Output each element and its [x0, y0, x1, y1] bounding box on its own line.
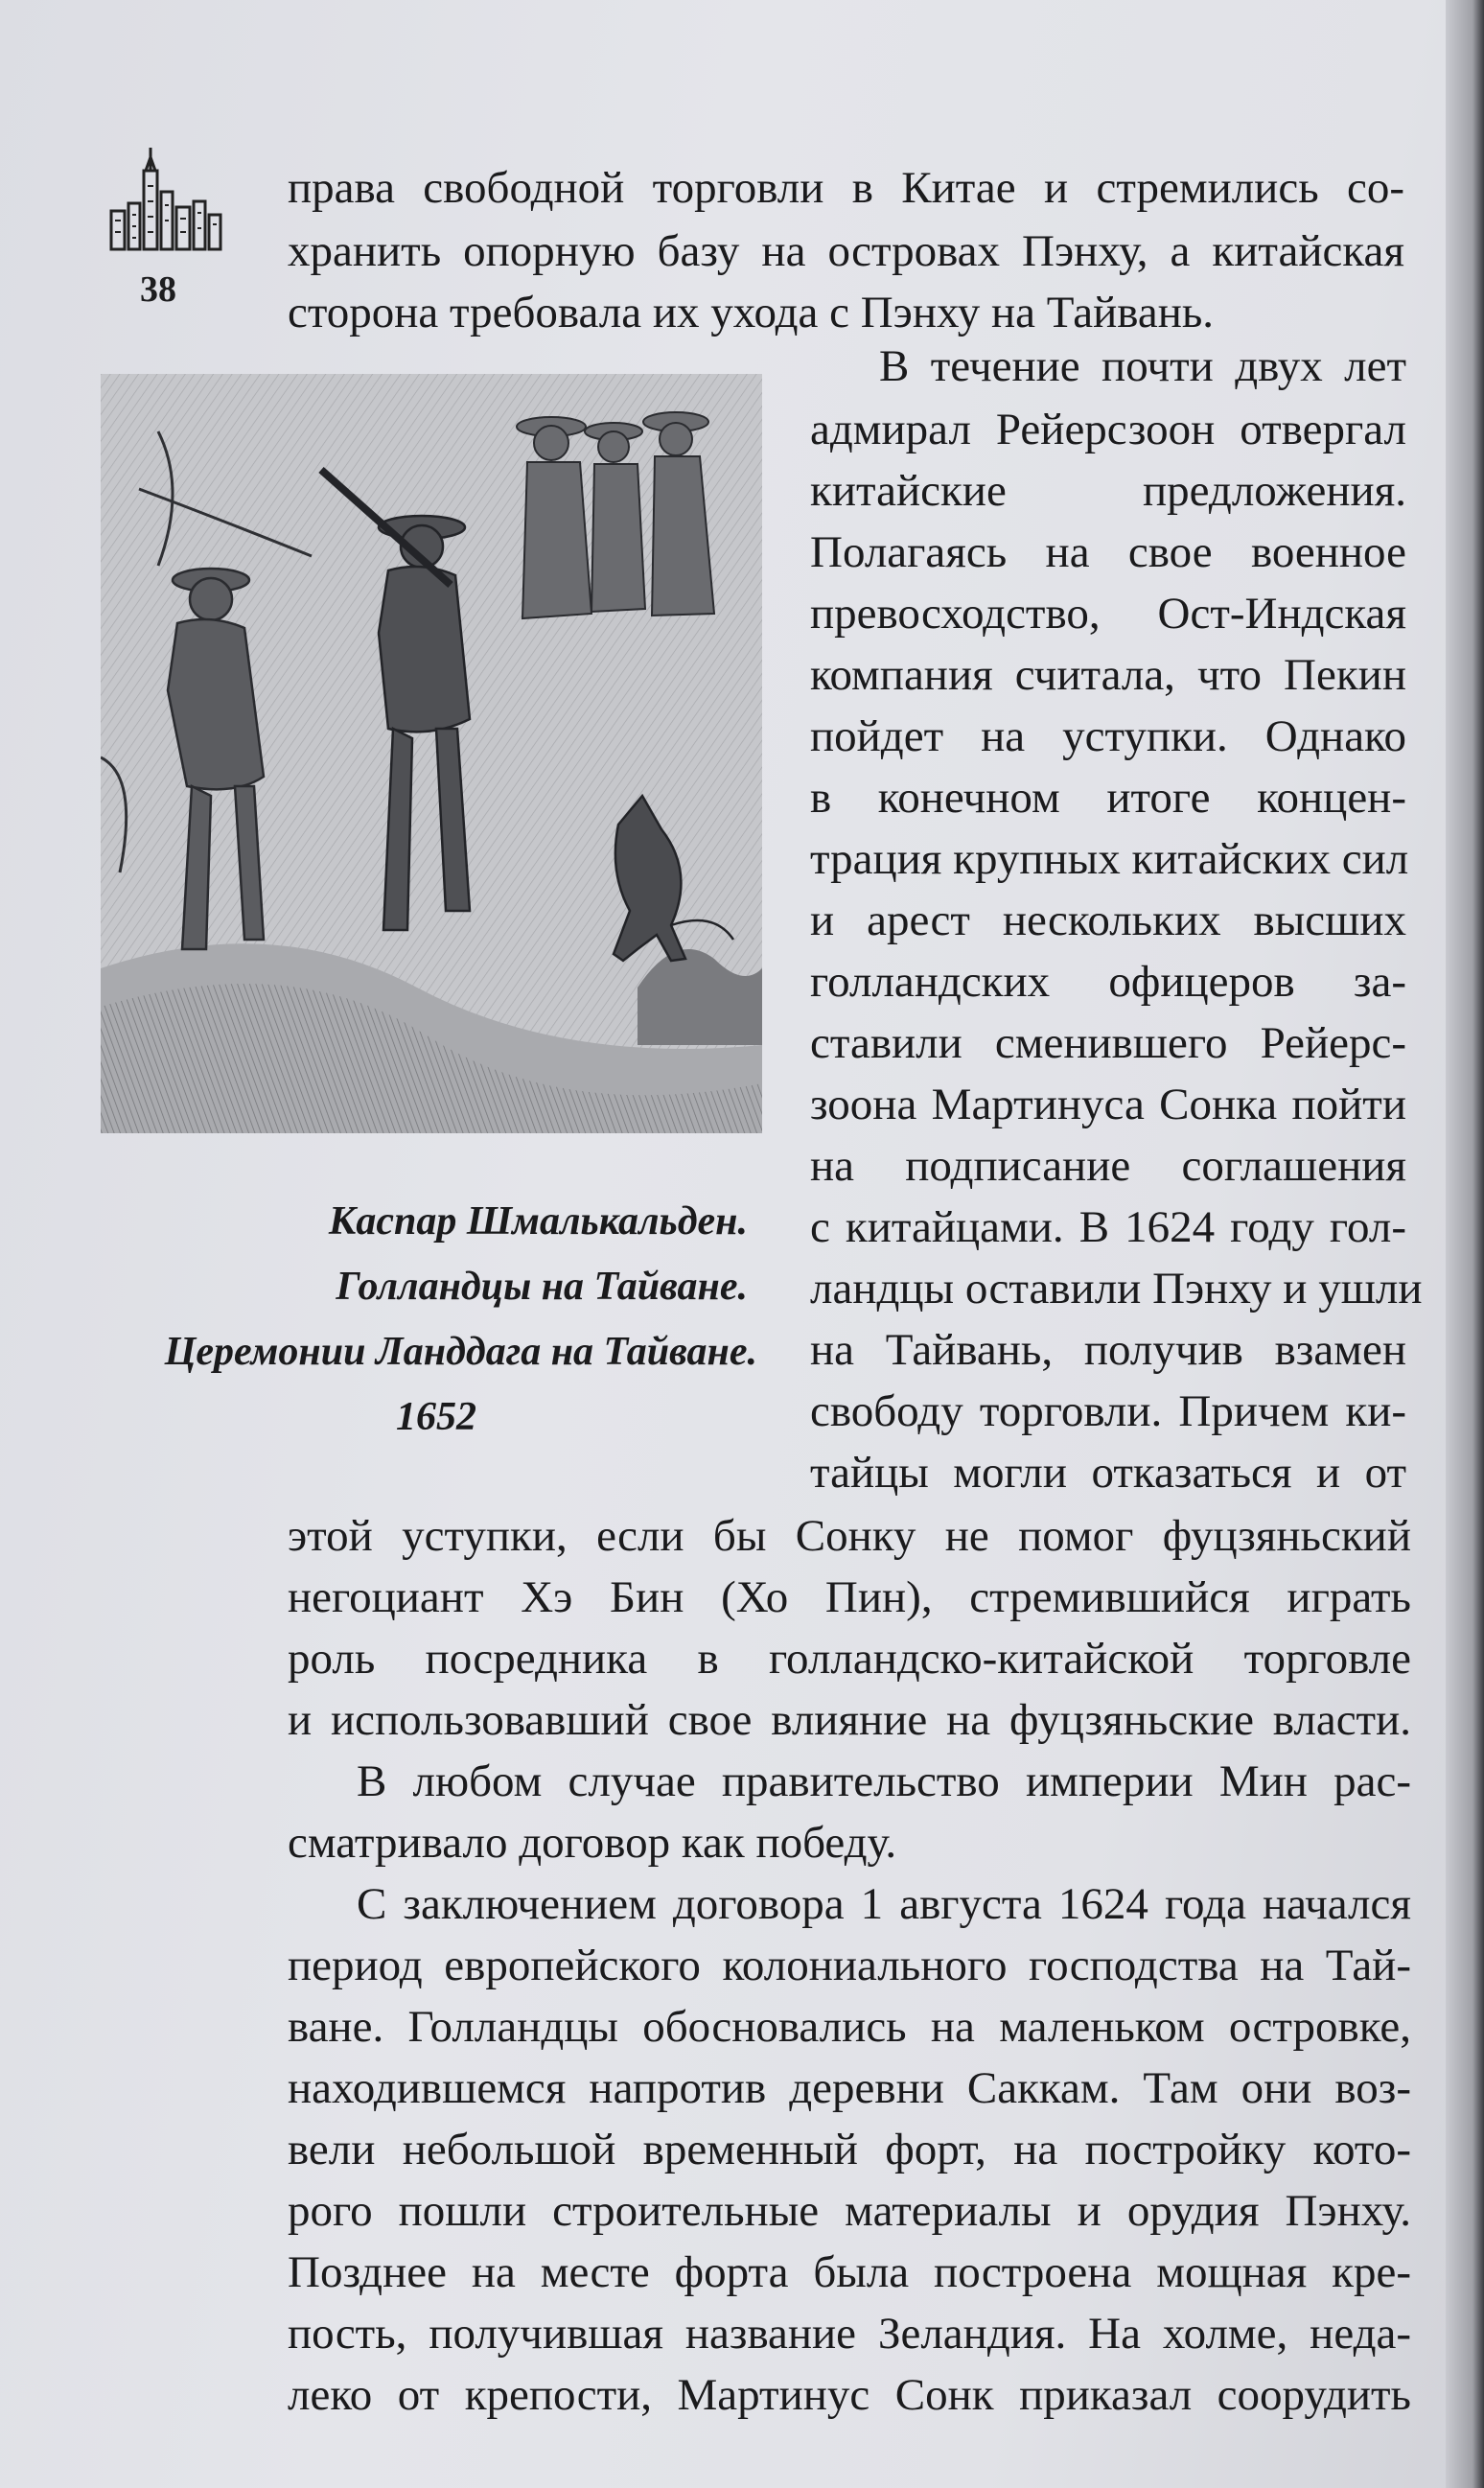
- text-line: компания считала, что Пекин: [810, 650, 1406, 700]
- caption-line: Церемонии Ланддага на Тайване.: [164, 1330, 757, 1374]
- text-line: находившемся напротив деревни Саккам. Там они воз-: [288, 2063, 1411, 2113]
- text-line: и использовавший свое влияние на фуцзяньские власти.: [288, 1695, 1411, 1745]
- text-line: голландских офицеров за-: [810, 957, 1406, 1007]
- text-line: трация крупных китайских сил: [810, 834, 1409, 884]
- caption-line: 1652: [396, 1395, 476, 1439]
- text-line: этой уступки, если бы Сонку не помог фуцзяньский: [288, 1511, 1411, 1561]
- text-line: китайские предложения.: [810, 466, 1406, 516]
- caption-line: Каспар Шмалькальден.: [328, 1199, 748, 1244]
- text-line: В течение почти двух лет: [879, 341, 1406, 391]
- text-line: превосходство, Ост-Индская: [810, 589, 1406, 639]
- text-line: и арест нескольких высших: [810, 895, 1406, 945]
- text-line: ставили сменившего Рейерс-: [810, 1018, 1406, 1068]
- text-line: тайцы могли отказаться и от: [810, 1448, 1406, 1498]
- text-line: негоциант Хэ Бин (Хо Пин), стремившийся играть: [288, 1572, 1411, 1622]
- text-line: на Тайвань, получив взамен: [810, 1325, 1406, 1375]
- skyscraper-skyline-icon: [107, 144, 222, 259]
- text-line: на подписание соглашения: [810, 1141, 1406, 1191]
- text-line: Полагаясь на свое военное: [810, 527, 1406, 577]
- page-edge-shadow: [1446, 0, 1484, 2488]
- text-line: Позднее на месте форта была построена мощная кре-: [288, 2247, 1411, 2297]
- text-line: в конечном итоге концен-: [810, 773, 1406, 823]
- text-line: период европейского колониального господства на Тай-: [288, 1941, 1411, 1990]
- text-line: с китайцами. В 1624 году гол-: [810, 1202, 1406, 1252]
- text-line: свободу торговли. Причем ки-: [810, 1386, 1406, 1436]
- text-line: сматривало договор как победу.: [288, 1818, 897, 1868]
- caption-line: Голландцы на Тайване.: [336, 1265, 748, 1309]
- text-line: вели небольшой временный форт, на постройку кото-: [288, 2125, 1411, 2174]
- text-line: сторона требовала их ухода с Пэнху на Тайвань.: [288, 288, 1215, 337]
- text-line: рого пошли строительные материалы и орудия Пэнху.: [288, 2186, 1411, 2236]
- text-line: ване. Голландцы обосновались на маленьком островке,: [288, 2002, 1411, 2052]
- text-line: леко от крепости, Мартинус Сонк приказал соорудить: [288, 2370, 1411, 2420]
- text-line: права свободной торговли в Китае и стремились со-: [288, 163, 1404, 213]
- engraving-illustration: [101, 374, 762, 1133]
- text-line: ландцы оставили Пэнху и ушли: [810, 1264, 1423, 1314]
- text-line: В любом случае правительство империи Мин рас-: [357, 1756, 1411, 1806]
- text-line: адмирал Рейерсзоон отвергал: [810, 405, 1406, 454]
- text-line: пость, получившая название Зеландия. На холме, неда-: [288, 2309, 1411, 2359]
- page-number: 38: [140, 269, 176, 310]
- text-line: роль посредника в голландско-китайской торговле: [288, 1634, 1411, 1684]
- engraving-image: [101, 374, 762, 1133]
- text-line: зоона Мартинуса Сонка пойти: [810, 1080, 1406, 1129]
- text-line: хранить опорную базу на островах Пэнху, а китайская: [288, 226, 1404, 276]
- text-line: пойдет на уступки. Однако: [810, 711, 1406, 761]
- text-line: С заключением договора 1 августа 1624 года начался: [357, 1879, 1411, 1929]
